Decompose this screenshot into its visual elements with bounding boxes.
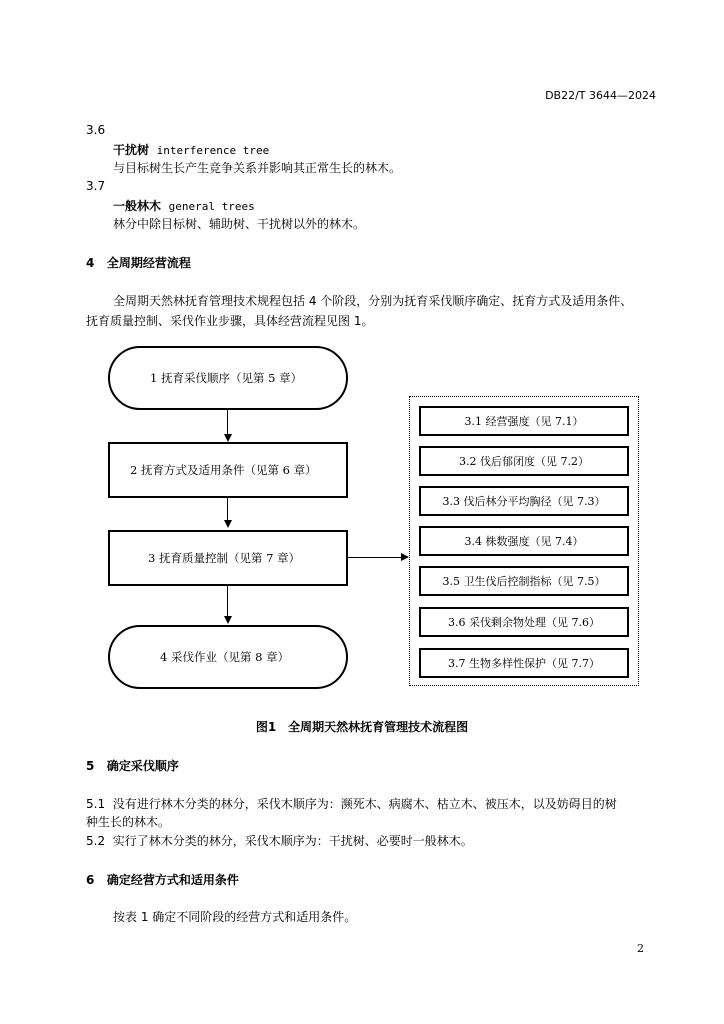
arrow-right-icon	[401, 553, 409, 561]
connector-line	[227, 410, 228, 436]
connector-line	[227, 498, 228, 522]
flow-step-1: 1 抚育采伐顺序（见第 5 章）	[108, 346, 348, 410]
clause-text: 实行了林木分类的林分，采伐木顺序为：干扰树、必要时一般林木。	[112, 834, 473, 848]
section-heading	[86, 757, 179, 774]
connector-line	[348, 557, 402, 558]
term-title-en: interference tree	[156, 144, 270, 157]
flow-step-4: 4 采伐作业（见第 8 章）	[108, 625, 348, 689]
flow-substep: 3.1 经营强度（见 7.1）	[419, 406, 629, 436]
clause-line: 种生长的林木。	[86, 815, 171, 829]
flow-substep: 3.7 生物多样性保护（见 7.7）	[419, 648, 629, 678]
flow-step-2: 2 抚育方式及适用条件（见第 6 章）	[108, 442, 348, 498]
term-title-cn: 干扰树	[113, 143, 150, 157]
term-number: 3.6	[86, 123, 106, 137]
arrow-down-icon	[224, 434, 232, 442]
section-title: 全周期经营流程	[106, 256, 191, 270]
clause-line	[86, 832, 473, 849]
arrow-down-icon	[224, 616, 232, 624]
flow-substep: 3.3 伐后林分平均胸径（见 7.3）	[419, 486, 629, 516]
term-title	[113, 141, 269, 158]
flow-step-3: 3 抚育质量控制（见第 7 章）	[108, 530, 348, 586]
section-heading	[86, 871, 239, 888]
term-title-cn: 一般林木	[113, 199, 162, 213]
page-number: 2	[637, 942, 644, 955]
connector-line	[227, 586, 228, 618]
term-definition: 与目标树生长产生竞争关系并影响其正常生长的林木。	[113, 161, 402, 175]
term-title-en: general trees	[168, 200, 255, 213]
clause-line	[86, 795, 617, 812]
arrow-down-icon	[224, 520, 232, 528]
clause-text: 没有进行林木分类的林分，采伐木顺序为：濒死木、病腐木、枯立木、被压木，以及妨碍目的树	[112, 797, 617, 811]
paragraph-line: 抚育质量控制、采伐作业步骤，具体经营流程见图 1。	[86, 314, 374, 328]
flow-substep: 3.6 采伐剩余物处理（见 7.6）	[419, 607, 629, 637]
term-number: 3.7	[86, 179, 106, 193]
paragraph-line: 按表 1 确定不同阶段的经营方式和适用条件。	[113, 910, 357, 924]
section-title: 确定经营方式和适用条件	[106, 873, 239, 887]
section-number: 6	[86, 873, 95, 887]
term-title	[113, 197, 255, 214]
flow-substep: 3.5 卫生伐后控制指标（见 7.5）	[419, 566, 629, 596]
term-definition: 林分中除目标树、辅助树、干扰树以外的林木。	[113, 217, 366, 231]
section-heading	[86, 254, 191, 271]
clause-number: 5.2	[86, 834, 106, 848]
paragraph-line: 全周期天然林抚育管理技术规程包括 4 个阶段，分别为抚育采伐顺序确定、抚育方式及适用条件、	[113, 294, 633, 308]
document-code: DB22/T 3644—2024	[545, 89, 656, 102]
figure-caption: 图1 全周期天然林抚育管理技术流程图	[255, 720, 469, 734]
clause-number: 5.1	[86, 797, 106, 811]
flow-substep: 3.2 伐后郁闭度（见 7.2）	[419, 446, 629, 476]
section-number: 5	[86, 759, 95, 773]
section-title: 确定采伐顺序	[106, 759, 179, 773]
section-number: 4	[86, 256, 95, 270]
flow-substep: 3.4 株数强度（见 7.4）	[419, 526, 629, 556]
